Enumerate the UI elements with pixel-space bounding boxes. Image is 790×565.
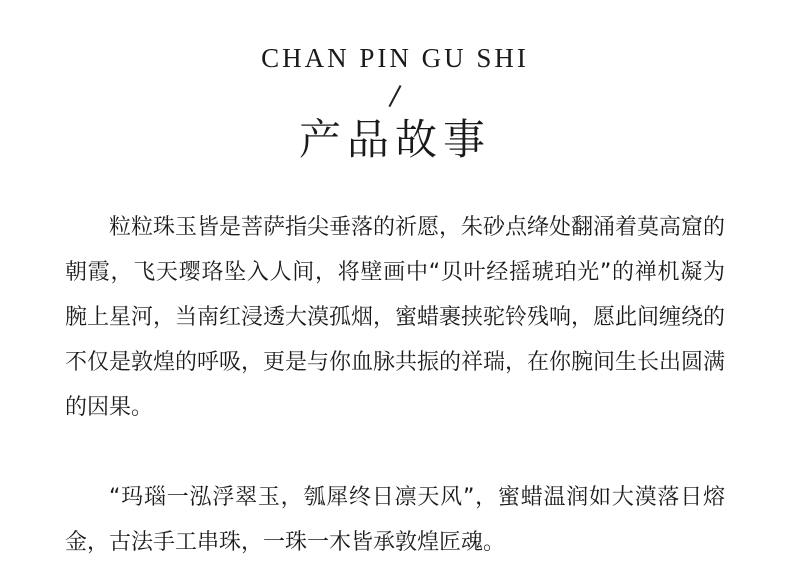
- pinyin-title: CHAN PIN GU SHI: [261, 43, 529, 73]
- page-title: 产品故事: [298, 115, 491, 164]
- slash-divider-line: [389, 85, 402, 107]
- story-paragraph-2: “玛瑙一泓浮翠玉，瓠犀终日凛天风”，蜜蜡温润如大漠落日熔金，古法手工串珠，一珠一木皆承敦煌匠魂。: [65, 485, 725, 555]
- story-body: [65, 205, 725, 565]
- section-heading: [0, 40, 790, 166]
- story-paragraph-1: 粒粒珠玉皆是菩萨指尖垂落的祈愿，朱砂点绛处翻涌着莫高窟的朝霞，飞天璎珞坠入人间，将壁画中“贝叶经摇琥珀光”的禅机凝为腕上星河，当南红浸透大漠孤烟，蜜蜡裹挟驼铃残响，愿此间缠绕的不仅是敦煌的呼吸，更是与你血脉共振的祥瑞，在你腕间生长出圆满的因果。: [65, 215, 726, 420]
- slash-divider: [0, 84, 790, 106]
